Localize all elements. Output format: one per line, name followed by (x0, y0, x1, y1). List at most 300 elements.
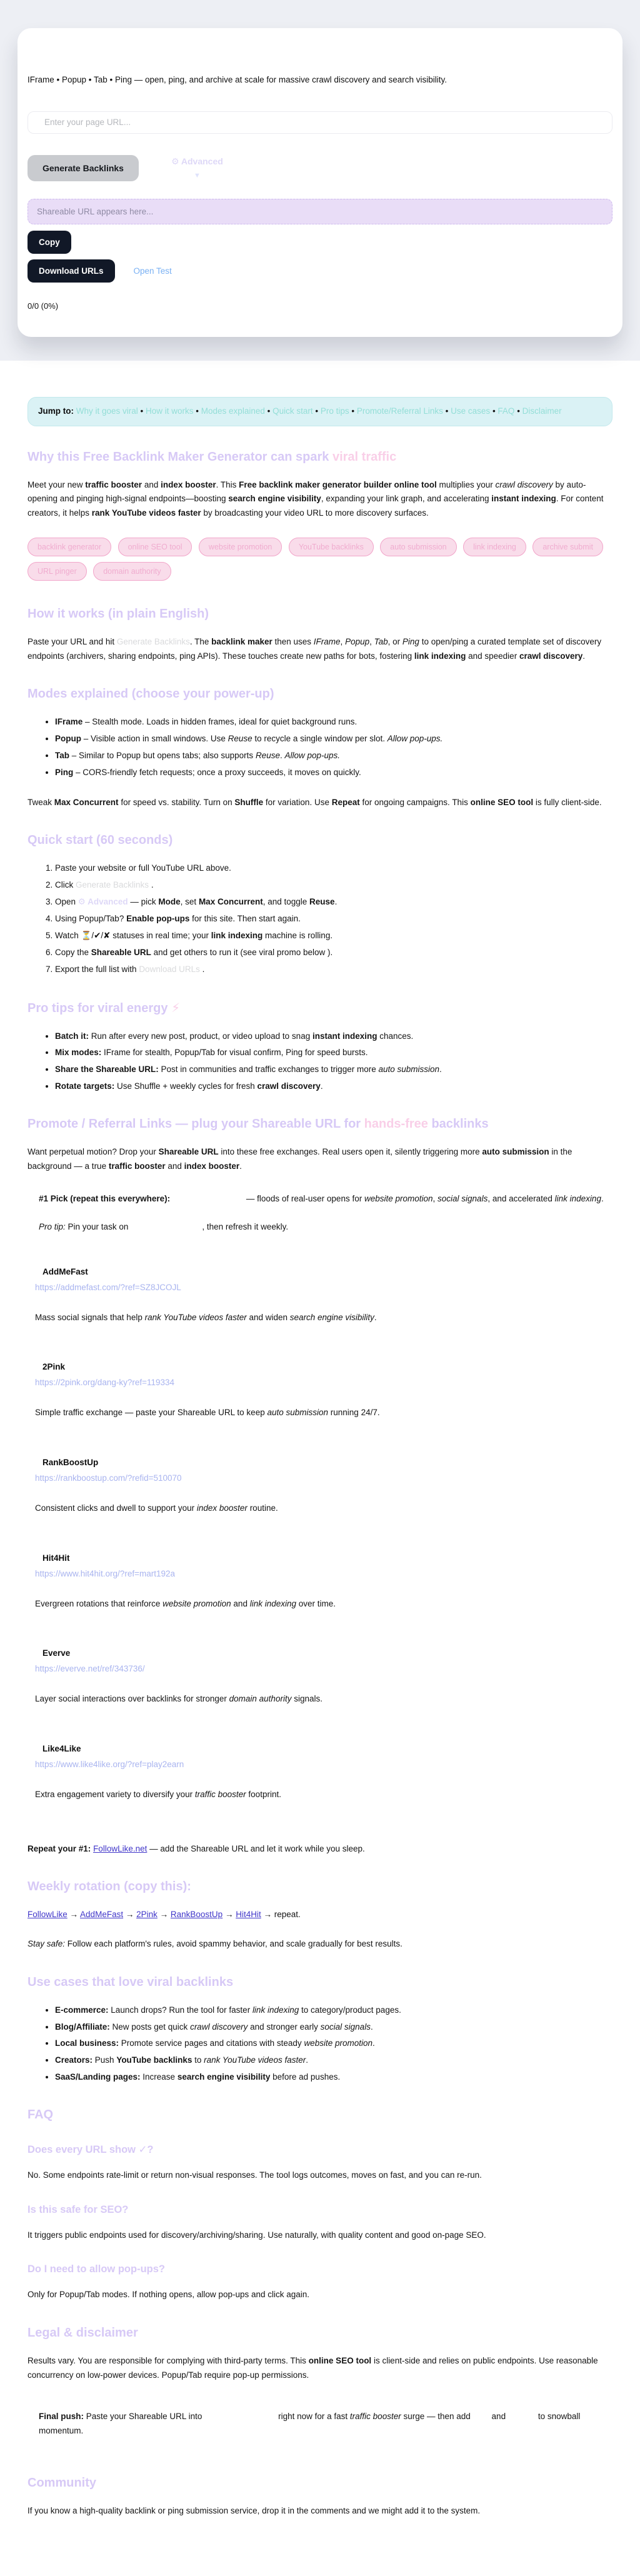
text-run: viral traffic (332, 449, 397, 464)
text-run: IFrame (55, 717, 83, 727)
service-name: AddMeFast (42, 1266, 88, 1276)
text-run: • (349, 406, 357, 416)
advanced-toggle[interactable] (171, 155, 223, 179)
keyword-chip: link indexing (463, 538, 526, 556)
text-run: #1 Pick (repeat this everywhere): (39, 1194, 171, 1204)
service-rankboostup (35, 1458, 612, 1516)
text-run: • (442, 406, 451, 416)
text-run: . The (189, 637, 212, 647)
use-case-item (55, 2053, 612, 2067)
text-run: Mode (158, 897, 181, 907)
text-run: to recycle a single window per slot. (252, 734, 388, 744)
repeat-number-one (28, 1842, 612, 1857)
text-run: social signals (438, 1194, 488, 1204)
text-run: is fully client-side. (533, 797, 602, 807)
faq-question-url-show: Does every URL show ✓? (28, 2143, 154, 2155)
service-2pink (35, 1362, 612, 1420)
text-run: Batch it: (55, 1031, 89, 1041)
text-run: Tab (55, 751, 69, 761)
chevron-down-icon: ▼ (193, 171, 201, 179)
text-run: Follow each platform's rules, avoid spammy behavior, and scale gradually for best results. (65, 1939, 402, 1948)
text-run: . (334, 897, 338, 907)
text-run: Consistent clicks and dwell to support your (35, 1503, 197, 1513)
text-run: Free backlink maker generator builder online tool (239, 479, 437, 489)
text-run: . (374, 1312, 377, 1322)
hero-background (0, 0, 640, 361)
final-push-note (39, 2410, 612, 2438)
text-run: Promote service pages and citations with steady (119, 2038, 304, 2048)
text-run: . (149, 880, 154, 890)
text-run: Extra engagement variety to diversify your (35, 1789, 195, 1799)
text-run: • (514, 406, 522, 416)
service-name: Hit4Hit (42, 1553, 70, 1563)
text-run: crawl discovery (519, 651, 583, 661)
faq-question-safe-seo: Is this safe for SEO? (28, 2203, 129, 2215)
service-name: RankBoostUp (42, 1457, 99, 1467)
text-run: and (491, 2412, 506, 2422)
text-run: machine is rolling. (262, 930, 333, 940)
text-run: Popup (55, 734, 81, 744)
text-run: Pro tip: (39, 1221, 66, 1231)
text-run: link indexing (554, 1194, 601, 1204)
text-run: and (231, 1598, 250, 1608)
text-run: , and accelerated (488, 1194, 555, 1204)
copy-row (28, 231, 612, 254)
jump-link-faq[interactable]: FAQ (498, 406, 515, 416)
text-run: traffic booster (349, 2412, 401, 2422)
text-run: Run after every new post, product, or video upload to snag (89, 1031, 312, 1041)
page-url-input[interactable] (28, 111, 612, 134)
why-viral-intro (28, 478, 612, 521)
how-it-works-heading: How it works (in plain English) (28, 607, 209, 621)
text-run: — floods of real-user opens for (244, 1194, 364, 1204)
rotation-link-2pink[interactable]: 2Pink (136, 1910, 158, 1920)
weekly-rotation-links (28, 1908, 612, 1922)
text-run: . (582, 651, 586, 661)
text-run: for speed vs. stability. Turn on (118, 797, 235, 807)
text-run: • (312, 406, 321, 416)
text-run: Ping (402, 637, 419, 647)
text-run: Local business: (55, 2038, 119, 2048)
text-run: link indexing (249, 1598, 296, 1608)
keyword-chip: website promotion (199, 538, 282, 556)
text-run: rank YouTube videos faster (204, 2055, 306, 2065)
text-run: . (199, 964, 205, 974)
text-run: Repeat your #1: (28, 1843, 91, 1853)
text-run: over time. (296, 1598, 336, 1608)
text-run: . (372, 2038, 375, 2048)
backlink-tool-card (18, 28, 622, 337)
text-run: link indexing (414, 651, 466, 661)
text-run: index booster (184, 1161, 240, 1171)
text-run: chances. (377, 1031, 414, 1041)
faq-question-popups: Do I need to allow pop-ups? (28, 2263, 165, 2275)
faq-answer (28, 2288, 612, 2302)
quick-step (55, 946, 612, 960)
text-run: Allow pop-ups. (387, 734, 443, 744)
text-run: IFrame for stealth, Popup/Tab for visual confirm, Ping for speed bursts. (101, 1048, 368, 1058)
modes-tweak-text (28, 796, 612, 810)
text-run: auto submission (378, 1065, 440, 1075)
text-run: Reuse (228, 734, 252, 744)
use-cases-heading: Use cases that love viral backlinks (28, 1975, 234, 1989)
quick-step (55, 929, 612, 943)
download-urls-button[interactable]: Download URLs (28, 259, 115, 283)
text-run: E-commerce: (55, 2005, 109, 2015)
text-run: crawl discovery (257, 1081, 321, 1091)
text-run: running 24/7. (328, 1408, 380, 1418)
text-run: online SEO tool (308, 2355, 372, 2365)
rotation-link-hit4hit[interactable]: Hit4Hit (236, 1910, 261, 1920)
text-run: Generate Backlinks (116, 637, 190, 647)
service-name: 2Pink (42, 1362, 66, 1372)
text-run: backlink maker (211, 637, 272, 647)
service-name: Like4Like (42, 1743, 81, 1753)
text-run: , (340, 637, 346, 647)
text-run: ⚡ (171, 1001, 181, 1015)
text-run: and widen (246, 1312, 290, 1322)
quick-step (55, 861, 612, 875)
jump-link-pro-tips[interactable]: Pro tips (320, 406, 349, 416)
jump-link-use-cases[interactable]: Use cases (451, 406, 491, 416)
text-run: into these free exchanges. Real users open it, silently triggering more (218, 1146, 482, 1156)
keyword-chip: backlink generator (28, 538, 111, 556)
weekly-rotation-heading: Weekly rotation (copy this): (28, 1880, 191, 1894)
mode-item-ping (55, 766, 612, 779)
why-viral-heading (28, 450, 612, 464)
text-run: traffic booster (194, 1789, 246, 1799)
text-run: . This (216, 479, 239, 489)
use-case-item (55, 2020, 612, 2034)
text-run: • (138, 406, 146, 416)
service-hit4hit (35, 1553, 612, 1611)
rotation-link-followlike[interactable]: FollowLike (28, 1910, 68, 1920)
keyword-chip: domain authority (93, 562, 171, 581)
text-run: • (264, 406, 273, 416)
quick-start-heading: Quick start (60 seconds) (28, 833, 173, 848)
text-run: . (601, 1194, 604, 1204)
modes-list (28, 715, 612, 779)
text-run: Watch ⏳/✔/✘ statuses in real time; your (55, 930, 211, 940)
text-run: surge — then add (401, 2412, 473, 2422)
text-run: Enable pop-ups (126, 914, 190, 924)
text-run: Pin your task on (65, 1221, 129, 1231)
text-run: link indexing (211, 930, 263, 940)
text-run: Click (55, 880, 76, 890)
2pink-referral-link[interactable]: https://2pink.org/dang-ky?ref=119334 (35, 1378, 175, 1388)
text-run: Tweak (28, 797, 54, 807)
text-run: domain authority (229, 1694, 292, 1704)
download-row (28, 259, 612, 283)
jump-link-modes[interactable]: Modes explained (201, 406, 265, 416)
mode-item-iframe (55, 715, 612, 729)
stay-safe-note (28, 1937, 612, 1952)
text-run: Meet your new (28, 479, 86, 489)
text-run: – Visible action in small windows. Use (81, 734, 228, 744)
text-run: Want perpetual motion? Drop your (28, 1146, 159, 1156)
text-run: Results vary. You are responsible for complying with third-party terms. This (28, 2355, 309, 2365)
text-run: and (142, 479, 161, 489)
everve-referral-link[interactable]: https://everve.net/ref/343736/ (35, 1664, 145, 1674)
progress-counter: 0/0 (0%) (28, 301, 59, 311)
text-run: right now for a fast (276, 2412, 350, 2422)
text-run: and (165, 1161, 184, 1171)
text-run: hands-free (364, 1116, 428, 1131)
jump-link-quick-start[interactable]: Quick start (272, 406, 313, 416)
text-run: for this site. Then start again. (189, 914, 301, 924)
legal-text (28, 2354, 612, 2382)
text-run: Shareable URL (91, 947, 151, 957)
gear-icon-label: ⚙ Advanced (171, 156, 223, 166)
text-run: Blog/Affiliate: (55, 2022, 110, 2032)
jump-link-why-viral[interactable]: Why it goes viral (76, 406, 138, 416)
text-run: footprint. (246, 1789, 281, 1799)
text-run: , (369, 637, 374, 647)
text-run: Popup (345, 637, 370, 647)
text-run: instant indexing (312, 1031, 378, 1041)
addmefast-referral-link[interactable]: https://addmefast.com/?ref=SZ8JCOJL (35, 1282, 181, 1292)
text-run: Tab (374, 637, 388, 647)
text-run: — pick (128, 897, 159, 907)
text-run: . (439, 1065, 442, 1075)
quick-step (55, 912, 612, 926)
text-run: Max Concurrent (54, 797, 119, 807)
text-run: Paste your website or full YouTube URL above. (55, 863, 231, 873)
text-run: traffic booster (85, 479, 142, 489)
text-run: • (193, 406, 201, 416)
text-run: , set (180, 897, 199, 907)
text-run: Ping (55, 767, 74, 777)
text-run: No. Some endpoints rate-limit or return non-visual responses. The tool logs outcomes, moves on fast, and you can re-run. (28, 2170, 482, 2180)
text-run: Shareable URL (158, 1146, 219, 1156)
text-run: index booster (196, 1503, 248, 1513)
text-run: – Stealth mode. Loads in hidden frames, ideal for quiet background runs. (82, 717, 358, 727)
text-run: SaaS/Landing pages: (55, 2072, 141, 2082)
text-run: Creators: (55, 2055, 93, 2065)
text-run: – Similar to Popup but opens tabs; also supports (69, 751, 256, 761)
text-run: → (67, 1910, 81, 1920)
shareable-url-field[interactable] (28, 199, 612, 224)
rotation-link-rankboostup[interactable]: RankBoostUp (170, 1910, 223, 1920)
text-run: Mass social signals that help (35, 1312, 145, 1322)
text-run: Post in communities and traffic exchanges to trigger more (158, 1065, 379, 1075)
text-run: is client-side and relies on public endpoints. Use reasonable concurrency on low-power devices. Popup/Tab require pop-up permissions. (28, 2355, 598, 2380)
text-run: to (192, 2055, 204, 2065)
text-run: . (320, 1081, 323, 1091)
text-run: Only for Popup/Tab modes. If nothing opens, allow pop-ups and click again. (28, 2290, 310, 2300)
mode-item-tab (55, 749, 612, 763)
text-run: Simple traffic exchange — paste your Shareable URL to keep (35, 1408, 268, 1418)
text-run: Using Popup/Tab? (55, 914, 127, 924)
text-run: Rotate targets: (55, 1081, 115, 1091)
quick-start-list (28, 861, 612, 976)
text-run: routine. (247, 1503, 278, 1513)
text-run: crawl discovery (495, 479, 553, 489)
text-run: . (370, 2022, 373, 2032)
text-run: Reuse (309, 897, 335, 907)
text-run: by broadcasting your video URL to more discovery surfaces. (201, 508, 429, 518)
text-run: and get others to run it (see viral promo below ). (151, 947, 333, 957)
community-text (28, 2504, 612, 2518)
generate-backlinks-button[interactable]: Generate Backlinks (28, 155, 139, 181)
text-run: — add the Shareable URL and let it work while you sleep. (147, 1843, 365, 1853)
text-run: and speedier (466, 651, 519, 661)
text-run: multiplies your (436, 479, 496, 489)
text-run: Paste your URL and hit (28, 637, 117, 647)
article-content (0, 397, 640, 2576)
text-run: in the background — a true (28, 1146, 572, 1171)
text-run: Open (55, 897, 78, 907)
text-run: → (222, 1910, 236, 1920)
text-run: Why this Free Backlink Maker Generator can spark (28, 449, 332, 464)
text-run: • (490, 406, 498, 416)
text-run: traffic booster (108, 1161, 166, 1171)
service-description (35, 1501, 612, 1516)
text-run: to category/product pages. (299, 2005, 401, 2015)
text-run: website promotion (304, 2038, 372, 2048)
jump-link-promote[interactable]: Promote/Referral Links (356, 406, 443, 416)
text-run: by auto-opening and pinging high-signal endpoints—boosting (28, 479, 586, 504)
faq-heading: FAQ (28, 2107, 54, 2122)
tool-tagline: IFrame • Popup • Tab • Ping — open, ping, and archive at scale for massive crawl discovery and search visibility. (28, 75, 447, 84)
text-run: ⚙ Advanced (78, 897, 128, 907)
service-description (35, 1311, 612, 1325)
open-test-link[interactable]: Open Test (133, 266, 172, 276)
text-run: Share the Shareable URL: (55, 1065, 159, 1075)
copy-button[interactable]: Copy (28, 231, 71, 254)
text-run: Stay safe: (28, 1939, 66, 1948)
service-description (35, 1788, 612, 1802)
rotation-link-addmefast[interactable]: AddMeFast (80, 1910, 124, 1920)
text-run: Paste your Shareable URL into (84, 2412, 202, 2422)
hit4hit-referral-link[interactable]: https://www.hit4hit.org/?ref=mart192a (35, 1568, 175, 1578)
use-case-item (55, 2003, 612, 2017)
text-run: . (239, 1161, 242, 1171)
text-run: Use Shuffle + weekly cycles for fresh (114, 1081, 258, 1091)
jump-link-disclaimer[interactable]: Disclaimer (522, 406, 562, 416)
text-run: to snowball momentum. (39, 2412, 581, 2436)
text-run: signals. (291, 1694, 322, 1704)
quick-step (55, 963, 612, 976)
text-run: website promotion (364, 1194, 433, 1204)
text-run: social signals (320, 2022, 371, 2032)
text-run: Layer social interactions over backlinks for stronger (35, 1694, 229, 1704)
text-run: Launch drops? Run the tool for faster (108, 2005, 252, 2015)
quick-step (55, 878, 612, 892)
like4like-referral-link[interactable]: https://www.like4like.org/?ref=play2earn (35, 1759, 184, 1769)
text-run: Allow pop-ups. (284, 751, 341, 761)
text-run: before ad pushes. (270, 2072, 341, 2082)
text-run: search engine visibility (177, 2072, 271, 2082)
text-run: rank YouTube videos faster (91, 508, 201, 518)
followlike-link[interactable]: FollowLike.net (93, 1843, 148, 1853)
text-run: Copy the (55, 947, 91, 957)
text-run: . For content creators, it helps (28, 494, 604, 518)
text-run: Reuse (255, 751, 280, 761)
text-run: search engine visibility (289, 1312, 374, 1322)
text-run: crawl discovery (190, 2022, 248, 2032)
text-run: rank YouTube videos faster (144, 1312, 247, 1322)
jump-to-label: Jump to: (38, 406, 74, 416)
text-run: Download URLs (139, 964, 200, 974)
text-run: instant indexing (491, 494, 556, 504)
text-run: Repeat (331, 797, 360, 807)
number-one-pick (39, 1192, 612, 1206)
text-run: Final push: (39, 2412, 84, 2422)
service-addmefast (35, 1267, 612, 1325)
service-description (35, 1597, 612, 1611)
mode-item-popup (55, 732, 612, 746)
text-run: search engine visibility (228, 494, 321, 504)
text-run: → (157, 1910, 171, 1920)
text-run: Evergreen rotations that reinforce (35, 1598, 163, 1608)
faq-answer (28, 2228, 612, 2243)
promote-heading (28, 1117, 612, 1131)
text-run: Export the full list with (55, 964, 139, 974)
pro-tips-list (28, 1030, 612, 1093)
pro-tip-item (55, 1080, 612, 1093)
pro-tip-item (55, 1046, 612, 1060)
faq-answer (28, 2168, 612, 2183)
text-run: then uses (272, 637, 314, 647)
text-run: auto submission (482, 1146, 549, 1156)
keyword-chip: archive submit (532, 538, 603, 556)
text-run: for ongoing campaigns. This (359, 797, 471, 807)
keyword-chip: auto submission (380, 538, 456, 556)
rankboostup-referral-link[interactable]: https://rankboostup.com/?refid=510070 (35, 1473, 182, 1483)
text-run: , (432, 1194, 438, 1204)
text-run: YouTube backlinks (116, 2055, 192, 2065)
pick-pro-tip (39, 1220, 612, 1235)
jump-to-nav (28, 397, 612, 426)
text-run: , and toggle (262, 897, 310, 907)
jump-link-how-it-works[interactable]: How it works (146, 406, 194, 416)
quick-step (55, 895, 612, 909)
legal-heading: Legal & disclaimer (28, 2325, 138, 2340)
text-run: website promotion (162, 1598, 231, 1608)
text-run: , then refresh it weekly. (202, 1221, 289, 1231)
modes-heading: Modes explained (choose your power-up) (28, 687, 274, 701)
service-name: Everve (42, 1648, 71, 1658)
text-run: and stronger early (248, 2022, 321, 2032)
keyword-chip: URL pinger (28, 562, 87, 581)
text-run: IFrame (313, 637, 341, 647)
text-run: , or (388, 637, 402, 647)
text-run: → (123, 1910, 137, 1920)
text-run: link indexing (252, 2005, 299, 2015)
text-run: index booster (161, 479, 216, 489)
text-run: for variation. Use (263, 797, 332, 807)
text-run: It triggers public endpoints used for discovery/archiving/sharing. Use naturally, with quality content and good on-page SEO. (28, 2230, 486, 2240)
keyword-chip: online SEO tool (118, 538, 192, 556)
text-run: backlinks (428, 1116, 489, 1131)
jump-to-links (74, 406, 562, 416)
text-run: , expanding your link graph, and accelerating (321, 494, 492, 504)
text-run: → repeat. (261, 1910, 301, 1920)
promote-intro (28, 1145, 612, 1173)
service-like4like (35, 1744, 612, 1802)
text-run: Promote / Referral Links — plug your Shareable URL for (28, 1116, 364, 1131)
service-description (35, 1692, 612, 1706)
text-run: Push (92, 2055, 117, 2065)
text-run: to open/ping a curated template set of discovery endpoints (archivers, sharing endpoints, ping APIs). These touches create new paths for bots, fostering (28, 637, 602, 661)
text-run: Increase (140, 2072, 178, 2082)
pro-tip-item (55, 1063, 612, 1076)
keyword-chips (28, 534, 612, 583)
text-run: . (306, 2055, 308, 2065)
text-run: If you know a high-quality backlink or ping submission service, drop it in the comments and we might add it to the system. (28, 2506, 481, 2516)
text-run: . (279, 751, 285, 761)
